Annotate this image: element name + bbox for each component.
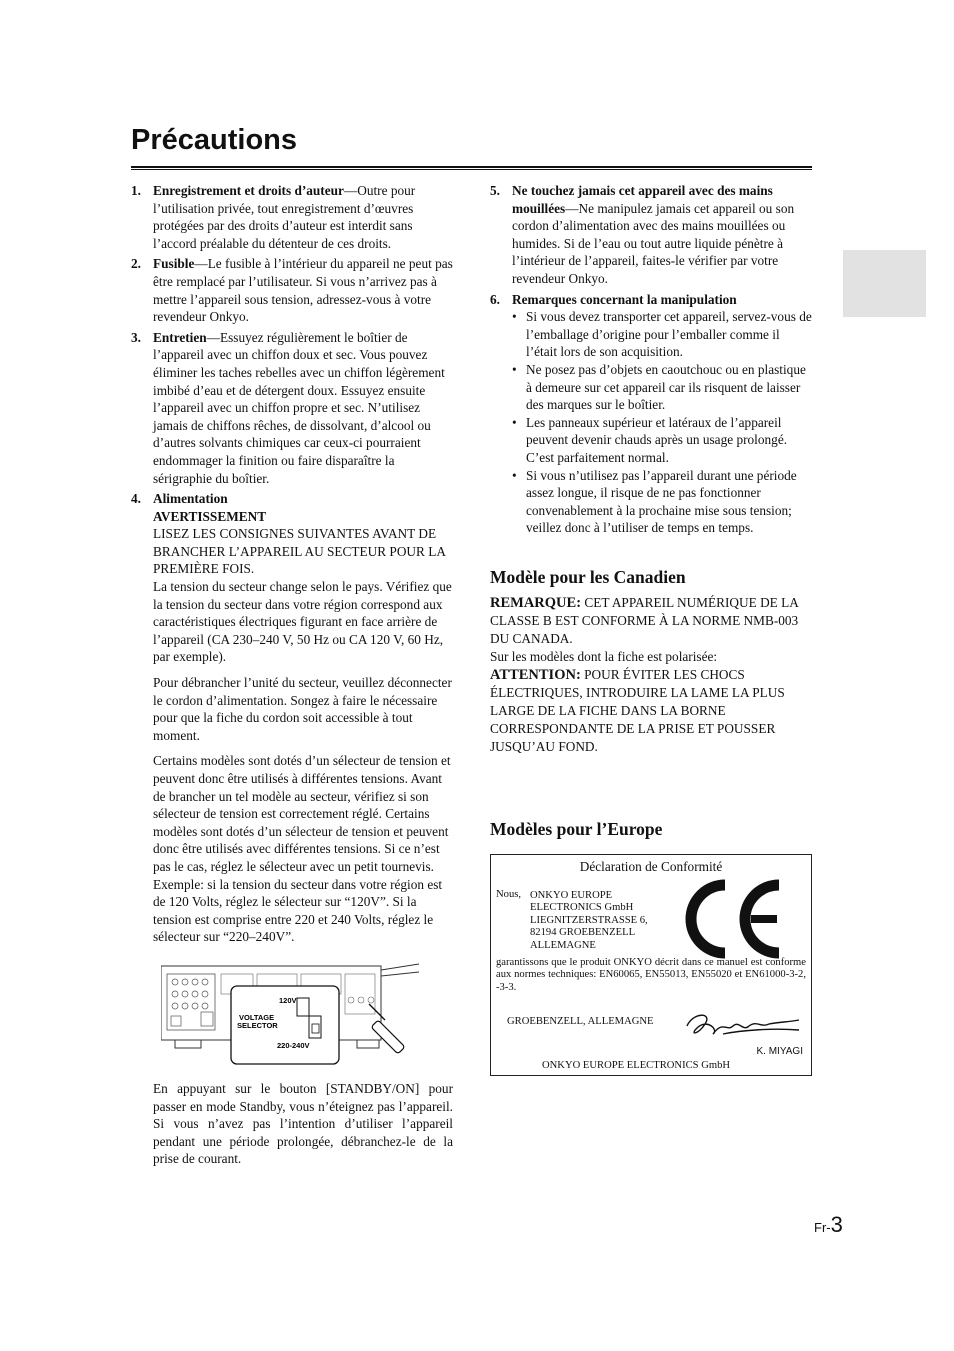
declaration-box (490, 854, 812, 1076)
list-item (131, 182, 453, 252)
voltage-220-label: 220-240V (277, 1040, 310, 1050)
item-number: 1. (131, 183, 141, 198)
item-heading: Ne touchez jamais cet appareil avec des mains mouillées (512, 183, 773, 216)
page-number-value: 3 (830, 1212, 843, 1237)
item-number: 6. (490, 291, 500, 307)
bullet-item: • Ne posez pas d’objets en caoutchouc ou en plastique à demeure sur cet appareil car ils risquent de laisser des marques sur le boîtier. (512, 361, 812, 414)
left-column (131, 182, 453, 1171)
selector-label: SELECTOR (237, 1020, 278, 1030)
list-item (131, 329, 453, 487)
address-block (530, 890, 648, 952)
page-prefix: Fr- (814, 1220, 831, 1235)
item-heading: Fusible (153, 256, 195, 272)
item-heading: Alimentation (153, 491, 228, 507)
item-number: 2. (131, 256, 141, 272)
item-heading: Entretien (153, 329, 207, 345)
nous-label: Nous, (496, 889, 522, 900)
canada-notice (490, 594, 812, 756)
voltage-label: VOLTAGE (239, 1012, 275, 1022)
company-name: ONKYO EUROPE ELECTRONICS GmbH (542, 1060, 731, 1071)
item-heading: Remarques concernant la manipulation (512, 291, 737, 307)
paragraph: Certains modèles sont dotés d’un sélecteur de tension et peuvent donc être utilisés à différentes tensions. Avant de brancher un tel modèle au secteur, vérifiez si son sélecteur de tension est correctement réglé. Certains modèles sont dotés d’un sélecteur de tension et peuvent donc être utilisés avec différentes tensions. Si ce n’est pas le cas, réglez le sélecteur avec un petit tournevis. Exemple: si la tension du secteur dans votre région est de 120 Volts, réglez le sélecteur sur “120V”. Si la tension est comprise entre 220 et 240 Volts, réglez le sélecteur sur “220–240V”. (153, 753, 451, 945)
list-item (490, 182, 812, 288)
declaration-title: Déclaration de Conformité (579, 859, 723, 874)
signer-name: K. MIYAGI (756, 1046, 803, 1057)
guarantee-text: garantissons que le produit ONKYO décrit dans ce manuel est conforme aux normes techniques: EN60065, EN55013, EN55020 et EN61000-3-2, -3-3. (496, 957, 806, 993)
right-column (490, 182, 812, 540)
title-rule (131, 166, 812, 170)
rear-panel-drawing (161, 960, 421, 1068)
remarque-label: REMARQUE: (490, 595, 582, 611)
europe-heading: Modèles pour l’Europe (490, 819, 663, 839)
address-line: LIEGNITZERSTRASSE 6, (530, 914, 648, 926)
bullet-list (512, 308, 812, 537)
paragraph: La tension du secteur change selon le pays. Vérifiez que la tension du secteur dans votre région correspond aux caractéristiques électriques figurant en face arrière de l’appareil (CA 230–240 V, 50 Hz ou CA 120 V, 60 Hz, par exemple). (153, 579, 452, 665)
voltage-120-label: 120V (279, 995, 297, 1005)
page-number (814, 1212, 843, 1238)
remarque-text: CET APPAREIL NUMÉRIQUE DE LA CLASSE B EST CONFORME À LA NORME NMB-003 DU CANADA. (490, 595, 799, 646)
page-title: Précautions (131, 124, 297, 156)
bullet-item: • Si vous n’utilisez pas l’appareil durant une période assez longue, il risque de ne pas fonctionner convenablement à la prochaine mise sous tension; veillez donc à l’utiliser de temps en temps. (512, 467, 812, 537)
item-body: —Outre pour l’utilisation privée, tout enregistrement d’œuvres protégées par des droits d’auteur est interdit sans l’accord préalable du détenteur de ces droits. (153, 183, 416, 251)
address-line: ONKYO EUROPE (530, 890, 613, 901)
address-line: ELECTRONICS GmbH (530, 902, 634, 914)
list-item (490, 291, 812, 537)
voltage-selector-illustration (161, 960, 421, 1068)
place-text: GROEBENZELL, ALLEMAGNE (507, 1016, 654, 1027)
item-body: —Le fusible à l’intérieur du appareil ne peut pas être remplacé par l’utilisateur. Si vous n’arrivez pas à mettre l’appareil sous tension, adressez-vous à votre revendeur Onkyo. (153, 256, 453, 325)
bullet-item: • Les panneaux supérieur et latéraux de l’appareil peuvent devenir chauds après un usage prolongé. C’est parfaitement normal. (512, 414, 812, 467)
item-number: 3. (131, 329, 141, 345)
ce-mark-icon (681, 879, 787, 959)
warning-text: LISEZ LES CONSIGNES SUIVANTES AVANT DE BRANCHER L’APPAREIL AU SECTEUR POUR LA PREMIÈRE FOIS. (153, 526, 446, 577)
signature-icon (683, 1010, 803, 1040)
address-line: 82194 GROEBENZELL (530, 927, 636, 939)
attention-text: POUR ÉVITER LES CHOCS ÉLECTRIQUES, INTRODUIRE LA LAME LA PLUS LARGE DE LA FICHE DANS LA BORNE CORRESPONDANTE DE LA PRISE ET POUSSER JUSQU’AU FOND. (490, 667, 785, 754)
item-number: 4. (131, 491, 141, 507)
attention-label: ATTENTION: (490, 667, 581, 683)
side-tab (843, 250, 926, 317)
paragraph: En appuyant sur le bouton [STANDBY/ON] pour passer en mode Standby, vous n’éteignez pas l’appareil. Si vous n’avez pas l’intention d’utiliser l’appareil pendant une période prolongée, débranchez-le de la prise de courant. (153, 1080, 453, 1167)
list-item (131, 490, 453, 1168)
bullet-item: • Si vous devez transporter cet appareil, servez-vous de l’emballage d’origine pour l’emballer comme il l’était lors de son acquisition. (512, 308, 812, 361)
paragraph: Pour débrancher l’unité du secteur, veuillez déconnecter le cordon d’alimentation. Songez à faire le nécessaire pour que la fiche du cordon soit accessible à tout moment. (153, 675, 452, 743)
polarized-line: Sur les modèles dont la fiche est polarisée: (490, 649, 718, 664)
warning-label: AVERTISSEMENT (153, 508, 267, 524)
item-body: —Essuyez régulièrement le boîtier de l’appareil avec un chiffon doux et sec. Vous pouvez éliminer les taches rebelles avec un chiffon légèrement imbibé d’eau et de détergent doux. Essuyez ensuite l’appareil avec un chiffon propre et sec. N’utilisez jamais de chiffons rêches, de dissolvant, d’alcool ou d’autres solvants chimiques car ceux-ci pourraient endommager la finition ou faire disparaître la sérigraphie du boîtier. (153, 329, 445, 486)
item-heading: Enregistrement et droits d’auteur (153, 183, 344, 198)
canada-heading: Modèle pour les Canadien (490, 567, 686, 587)
item-body: —Ne manipulez jamais cet appareil ou son cordon d’alimentation avec des mains mouillées ou humides. Si de l’eau ou tout autre liquide pénètre à l’intérieur de l’appareil, faites-le vérifier par votre revendeur Onkyo. (512, 200, 795, 286)
list-item (131, 255, 453, 325)
item-number: 5. (490, 183, 500, 198)
address-line: ALLEMAGNE (530, 939, 596, 951)
